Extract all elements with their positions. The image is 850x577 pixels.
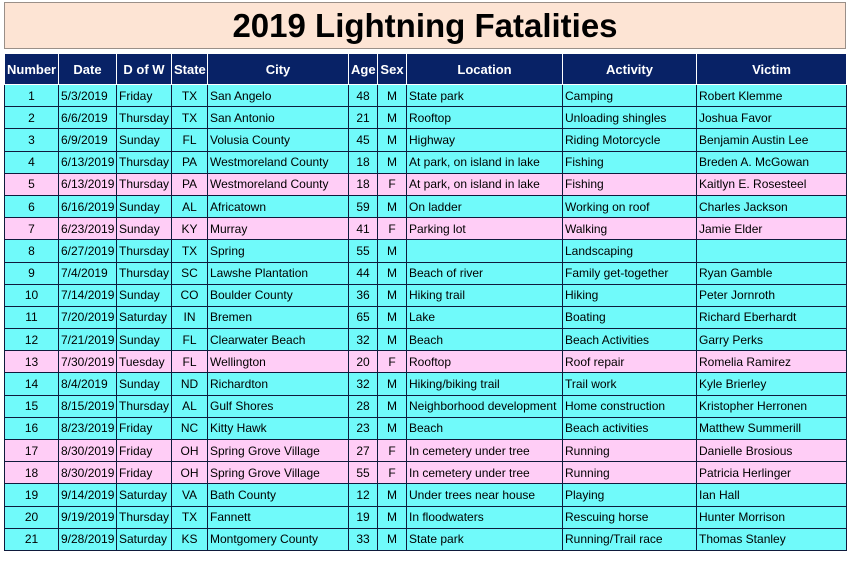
activity-cell: Beach activities bbox=[563, 417, 697, 439]
activity-cell: Fishing bbox=[563, 173, 697, 195]
number-cell: 12 bbox=[5, 329, 59, 351]
city-cell: Wellington bbox=[208, 351, 349, 373]
header-row bbox=[5, 54, 847, 85]
day-cell: Saturday bbox=[117, 528, 172, 550]
table-row bbox=[5, 173, 847, 195]
state-cell: ND bbox=[172, 373, 208, 395]
day-cell: Thursday bbox=[117, 173, 172, 195]
day-cell: Thursday bbox=[117, 506, 172, 528]
state-cell: FL bbox=[172, 329, 208, 351]
activity-cell: Hiking bbox=[563, 284, 697, 306]
state-cell: OH bbox=[172, 462, 208, 484]
sex-cell: M bbox=[378, 107, 407, 129]
sex-cell: M bbox=[378, 284, 407, 306]
date-cell: 5/3/2019 bbox=[59, 85, 117, 107]
table-row bbox=[5, 85, 847, 107]
state-cell: AL bbox=[172, 395, 208, 417]
number-cell: 5 bbox=[5, 173, 59, 195]
activity-cell: Working on roof bbox=[563, 195, 697, 217]
table-row bbox=[5, 506, 847, 528]
sex-cell: M bbox=[378, 129, 407, 151]
date-cell: 6/13/2019 bbox=[59, 151, 117, 173]
age-cell: 19 bbox=[349, 506, 378, 528]
day-cell: Sunday bbox=[117, 329, 172, 351]
date-cell: 7/4/2019 bbox=[59, 262, 117, 284]
state-cell: TX bbox=[172, 240, 208, 262]
date-cell: 6/16/2019 bbox=[59, 195, 117, 217]
day-cell: Friday bbox=[117, 440, 172, 462]
state-cell: SC bbox=[172, 262, 208, 284]
sex-cell: M bbox=[378, 329, 407, 351]
sex-cell: M bbox=[378, 306, 407, 328]
age-cell: 55 bbox=[349, 240, 378, 262]
city-cell: Spring Grove Village bbox=[208, 440, 349, 462]
table-body bbox=[5, 85, 847, 551]
state-cell: OH bbox=[172, 440, 208, 462]
city-cell: Africatown bbox=[208, 195, 349, 217]
day-cell: Friday bbox=[117, 85, 172, 107]
victim-cell bbox=[697, 240, 847, 262]
city-cell: Spring Grove Village bbox=[208, 462, 349, 484]
age-cell: 27 bbox=[349, 440, 378, 462]
city-cell: Kitty Hawk bbox=[208, 417, 349, 439]
day-cell: Sunday bbox=[117, 129, 172, 151]
sex-cell: M bbox=[378, 373, 407, 395]
table-row bbox=[5, 395, 847, 417]
header-activity: Activity bbox=[563, 54, 697, 85]
date-cell: 6/27/2019 bbox=[59, 240, 117, 262]
number-cell: 19 bbox=[5, 484, 59, 506]
city-cell: Murray bbox=[208, 218, 349, 240]
city-cell: Westmoreland County bbox=[208, 173, 349, 195]
sex-cell: M bbox=[378, 195, 407, 217]
city-cell: Boulder County bbox=[208, 284, 349, 306]
location-cell: In cemetery under tree bbox=[407, 440, 563, 462]
day-cell: Saturday bbox=[117, 306, 172, 328]
sex-cell: M bbox=[378, 151, 407, 173]
age-cell: 18 bbox=[349, 173, 378, 195]
location-cell: Highway bbox=[407, 129, 563, 151]
header-victim: Victim bbox=[697, 54, 847, 85]
victim-cell: Thomas Stanley bbox=[697, 528, 847, 550]
day-cell: Sunday bbox=[117, 284, 172, 306]
location-cell: State park bbox=[407, 85, 563, 107]
location-cell: Beach bbox=[407, 329, 563, 351]
date-cell: 9/14/2019 bbox=[59, 484, 117, 506]
date-cell: 7/14/2019 bbox=[59, 284, 117, 306]
location-cell bbox=[407, 240, 563, 262]
table-row bbox=[5, 195, 847, 217]
state-cell: NC bbox=[172, 417, 208, 439]
victim-cell: Charles Jackson bbox=[697, 195, 847, 217]
victim-cell: Ian Hall bbox=[697, 484, 847, 506]
location-cell: At park, on island in lake bbox=[407, 173, 563, 195]
age-cell: 33 bbox=[349, 528, 378, 550]
date-cell: 8/4/2019 bbox=[59, 373, 117, 395]
city-cell: Lawshe Plantation bbox=[208, 262, 349, 284]
age-cell: 55 bbox=[349, 462, 378, 484]
state-cell: VA bbox=[172, 484, 208, 506]
activity-cell: Landscaping bbox=[563, 240, 697, 262]
header-location: Location bbox=[407, 54, 563, 85]
state-cell: FL bbox=[172, 129, 208, 151]
victim-cell: Patricia Herlinger bbox=[697, 462, 847, 484]
table-row bbox=[5, 306, 847, 328]
activity-cell: Camping bbox=[563, 85, 697, 107]
number-cell: 17 bbox=[5, 440, 59, 462]
victim-cell: Peter Jornroth bbox=[697, 284, 847, 306]
state-cell: FL bbox=[172, 351, 208, 373]
number-cell: 6 bbox=[5, 195, 59, 217]
sex-cell: M bbox=[378, 240, 407, 262]
date-cell: 7/30/2019 bbox=[59, 351, 117, 373]
location-cell: Hiking trail bbox=[407, 284, 563, 306]
day-cell: Sunday bbox=[117, 195, 172, 217]
victim-cell: Benjamin Austin Lee bbox=[697, 129, 847, 151]
table-row bbox=[5, 528, 847, 550]
state-cell: IN bbox=[172, 306, 208, 328]
state-cell: AL bbox=[172, 195, 208, 217]
victim-cell: Garry Perks bbox=[697, 329, 847, 351]
location-cell: Under trees near house bbox=[407, 484, 563, 506]
number-cell: 21 bbox=[5, 528, 59, 550]
date-cell: 7/20/2019 bbox=[59, 306, 117, 328]
date-cell: 9/28/2019 bbox=[59, 528, 117, 550]
activity-cell: Walking bbox=[563, 218, 697, 240]
table-row bbox=[5, 151, 847, 173]
activity-cell: Running bbox=[563, 440, 697, 462]
table-row bbox=[5, 129, 847, 151]
victim-cell: Matthew Summerill bbox=[697, 417, 847, 439]
victim-cell: Jamie Elder bbox=[697, 218, 847, 240]
header-day-of-week: D of W bbox=[117, 54, 172, 85]
victim-cell: Kristopher Herronen bbox=[697, 395, 847, 417]
sex-cell: M bbox=[378, 528, 407, 550]
state-cell: TX bbox=[172, 506, 208, 528]
city-cell: Gulf Shores bbox=[208, 395, 349, 417]
location-cell: Beach of river bbox=[407, 262, 563, 284]
number-cell: 11 bbox=[5, 306, 59, 328]
number-cell: 7 bbox=[5, 218, 59, 240]
location-cell: On ladder bbox=[407, 195, 563, 217]
day-cell: Thursday bbox=[117, 395, 172, 417]
day-cell: Thursday bbox=[117, 107, 172, 129]
activity-cell: Unloading shingles bbox=[563, 107, 697, 129]
victim-cell: Danielle Brosious bbox=[697, 440, 847, 462]
number-cell: 16 bbox=[5, 417, 59, 439]
header-age: Age bbox=[349, 54, 378, 85]
number-cell: 13 bbox=[5, 351, 59, 373]
header-city: City bbox=[208, 54, 349, 85]
state-cell: KS bbox=[172, 528, 208, 550]
victim-cell: Ryan Gamble bbox=[697, 262, 847, 284]
day-cell: Tuesday bbox=[117, 351, 172, 373]
header-state: State bbox=[172, 54, 208, 85]
sex-cell: F bbox=[378, 351, 407, 373]
sex-cell: F bbox=[378, 440, 407, 462]
age-cell: 21 bbox=[349, 107, 378, 129]
victim-cell: Joshua Favor bbox=[697, 107, 847, 129]
state-cell: PA bbox=[172, 151, 208, 173]
day-cell: Saturday bbox=[117, 484, 172, 506]
activity-cell: Running/Trail race bbox=[563, 528, 697, 550]
state-cell: CO bbox=[172, 284, 208, 306]
sex-cell: M bbox=[378, 417, 407, 439]
table-row bbox=[5, 107, 847, 129]
date-cell: 8/23/2019 bbox=[59, 417, 117, 439]
age-cell: 44 bbox=[349, 262, 378, 284]
date-cell: 9/19/2019 bbox=[59, 506, 117, 528]
city-cell: San Antonio bbox=[208, 107, 349, 129]
location-cell: Hiking/biking trail bbox=[407, 373, 563, 395]
age-cell: 59 bbox=[349, 195, 378, 217]
number-cell: 10 bbox=[5, 284, 59, 306]
age-cell: 48 bbox=[349, 85, 378, 107]
date-cell: 8/30/2019 bbox=[59, 462, 117, 484]
day-cell: Friday bbox=[117, 462, 172, 484]
fatalities-table bbox=[4, 53, 847, 551]
date-cell: 7/21/2019 bbox=[59, 329, 117, 351]
sex-cell: F bbox=[378, 218, 407, 240]
victim-cell: Romelia Ramirez bbox=[697, 351, 847, 373]
table-row bbox=[5, 373, 847, 395]
age-cell: 23 bbox=[349, 417, 378, 439]
activity-cell: Trail work bbox=[563, 373, 697, 395]
activity-cell: Boating bbox=[563, 306, 697, 328]
day-cell: Friday bbox=[117, 417, 172, 439]
victim-cell: Kyle Brierley bbox=[697, 373, 847, 395]
day-cell: Thursday bbox=[117, 151, 172, 173]
age-cell: 45 bbox=[349, 129, 378, 151]
table-row bbox=[5, 440, 847, 462]
header-number: Number bbox=[5, 54, 59, 85]
table-row bbox=[5, 417, 847, 439]
victim-cell: Breden A. McGowan bbox=[697, 151, 847, 173]
sex-cell: M bbox=[378, 484, 407, 506]
sex-cell: M bbox=[378, 262, 407, 284]
table-row bbox=[5, 484, 847, 506]
city-cell: Bremen bbox=[208, 306, 349, 328]
number-cell: 2 bbox=[5, 107, 59, 129]
victim-cell: Hunter Morrison bbox=[697, 506, 847, 528]
date-cell: 8/15/2019 bbox=[59, 395, 117, 417]
number-cell: 9 bbox=[5, 262, 59, 284]
location-cell: Parking lot bbox=[407, 218, 563, 240]
day-cell: Thursday bbox=[117, 240, 172, 262]
location-cell: Rooftop bbox=[407, 351, 563, 373]
state-cell: TX bbox=[172, 107, 208, 129]
victim-cell: Richard Eberhardt bbox=[697, 306, 847, 328]
sex-cell: M bbox=[378, 506, 407, 528]
city-cell: San Angelo bbox=[208, 85, 349, 107]
age-cell: 20 bbox=[349, 351, 378, 373]
victim-cell: Robert Klemme bbox=[697, 85, 847, 107]
city-cell: Richardton bbox=[208, 373, 349, 395]
date-cell: 6/9/2019 bbox=[59, 129, 117, 151]
state-cell: PA bbox=[172, 173, 208, 195]
sex-cell: M bbox=[378, 395, 407, 417]
sex-cell: M bbox=[378, 85, 407, 107]
age-cell: 65 bbox=[349, 306, 378, 328]
city-cell: Volusia County bbox=[208, 129, 349, 151]
location-cell: State park bbox=[407, 528, 563, 550]
number-cell: 4 bbox=[5, 151, 59, 173]
sheet-title: 2019 Lightning Fatalities bbox=[4, 2, 846, 49]
activity-cell: Rescuing horse bbox=[563, 506, 697, 528]
age-cell: 36 bbox=[349, 284, 378, 306]
table-header bbox=[5, 54, 847, 85]
spreadsheet bbox=[4, 2, 846, 551]
age-cell: 18 bbox=[349, 151, 378, 173]
table-row bbox=[5, 462, 847, 484]
city-cell: Clearwater Beach bbox=[208, 329, 349, 351]
table-row bbox=[5, 240, 847, 262]
activity-cell: Playing bbox=[563, 484, 697, 506]
state-cell: KY bbox=[172, 218, 208, 240]
date-cell: 8/30/2019 bbox=[59, 440, 117, 462]
day-cell: Sunday bbox=[117, 218, 172, 240]
location-cell: Beach bbox=[407, 417, 563, 439]
table-row bbox=[5, 329, 847, 351]
activity-cell: Roof repair bbox=[563, 351, 697, 373]
city-cell: Westmoreland County bbox=[208, 151, 349, 173]
activity-cell: Running bbox=[563, 462, 697, 484]
number-cell: 1 bbox=[5, 85, 59, 107]
activity-cell: Riding Motorcycle bbox=[563, 129, 697, 151]
age-cell: 41 bbox=[349, 218, 378, 240]
location-cell: In cemetery under tree bbox=[407, 462, 563, 484]
table-row bbox=[5, 351, 847, 373]
city-cell: Spring bbox=[208, 240, 349, 262]
activity-cell: Beach Activities bbox=[563, 329, 697, 351]
number-cell: 15 bbox=[5, 395, 59, 417]
number-cell: 3 bbox=[5, 129, 59, 151]
activity-cell: Family get-together bbox=[563, 262, 697, 284]
victim-cell: Kaitlyn E. Rosesteel bbox=[697, 173, 847, 195]
location-cell: In floodwaters bbox=[407, 506, 563, 528]
date-cell: 6/6/2019 bbox=[59, 107, 117, 129]
sex-cell: F bbox=[378, 462, 407, 484]
state-cell: TX bbox=[172, 85, 208, 107]
number-cell: 14 bbox=[5, 373, 59, 395]
date-cell: 6/23/2019 bbox=[59, 218, 117, 240]
age-cell: 28 bbox=[349, 395, 378, 417]
table-row bbox=[5, 262, 847, 284]
location-cell: Lake bbox=[407, 306, 563, 328]
location-cell: Neighborhood development bbox=[407, 395, 563, 417]
sex-cell: F bbox=[378, 173, 407, 195]
age-cell: 12 bbox=[349, 484, 378, 506]
date-cell: 6/13/2019 bbox=[59, 173, 117, 195]
number-cell: 20 bbox=[5, 506, 59, 528]
header-sex: Sex bbox=[378, 54, 407, 85]
header-date: Date bbox=[59, 54, 117, 85]
location-cell: Rooftop bbox=[407, 107, 563, 129]
number-cell: 18 bbox=[5, 462, 59, 484]
activity-cell: Fishing bbox=[563, 151, 697, 173]
activity-cell: Home construction bbox=[563, 395, 697, 417]
city-cell: Bath County bbox=[208, 484, 349, 506]
city-cell: Montgomery County bbox=[208, 528, 349, 550]
day-cell: Sunday bbox=[117, 373, 172, 395]
city-cell: Fannett bbox=[208, 506, 349, 528]
table-row bbox=[5, 218, 847, 240]
number-cell: 8 bbox=[5, 240, 59, 262]
age-cell: 32 bbox=[349, 329, 378, 351]
day-cell: Thursday bbox=[117, 262, 172, 284]
location-cell: At park, on island in lake bbox=[407, 151, 563, 173]
age-cell: 32 bbox=[349, 373, 378, 395]
table-row bbox=[5, 284, 847, 306]
